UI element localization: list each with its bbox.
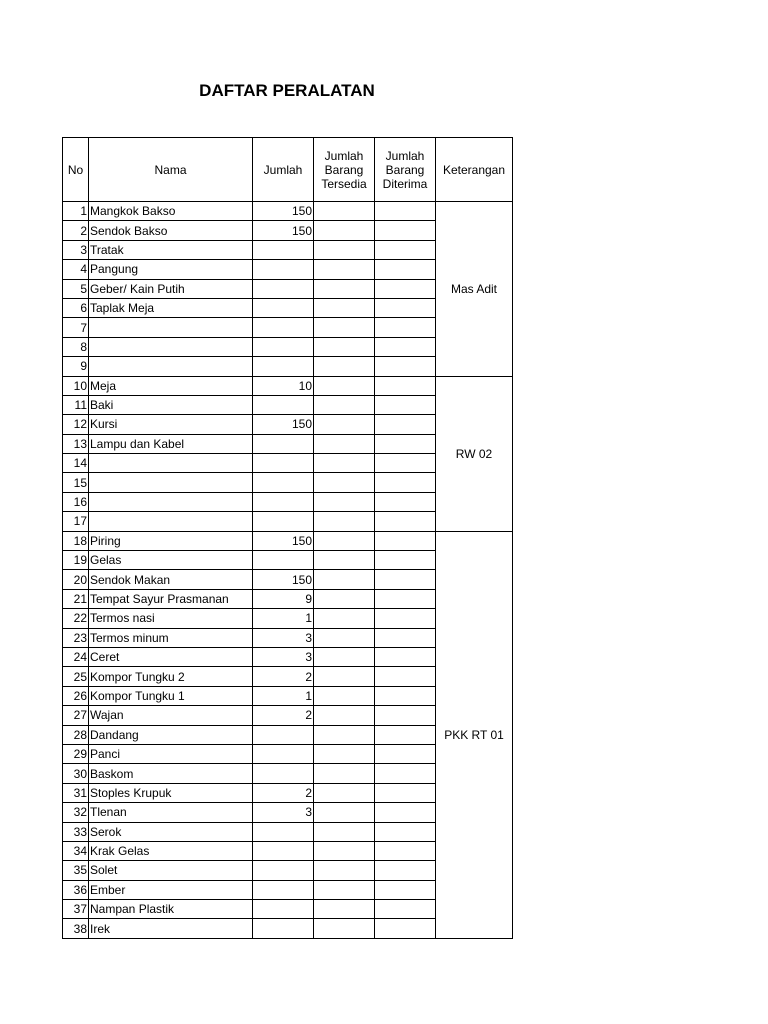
no-cell: 4 [63,260,89,279]
jumlah-cell [253,744,314,763]
nama-cell: Irek [89,919,253,938]
no-cell: 7 [63,318,89,337]
jumlah-cell [253,337,314,356]
jumlah-cell: 1 [253,686,314,705]
jumlah-cell [253,395,314,414]
nama-cell: Sendok Bakso [89,221,253,240]
tersedia-cell [314,686,375,705]
header-line: Barang [385,162,425,177]
tersedia-cell [314,298,375,317]
nama-cell: Geber/ Kain Putih [89,279,253,298]
nama-cell: Taplak Meja [89,298,253,317]
nama-cell: Sendok Makan [89,570,253,589]
diterima-cell [375,919,436,938]
nama-cell: Meja [89,376,253,395]
nama-cell: Gelas [89,551,253,570]
tersedia-cell [314,551,375,570]
jumlah-cell [253,551,314,570]
diterima-cell [375,628,436,647]
no-cell: 38 [63,919,89,938]
no-cell: 2 [63,221,89,240]
equipment-table [62,137,513,939]
tersedia-cell [314,512,375,531]
diterima-cell [375,512,436,531]
diterima-cell [375,531,436,550]
no-cell: 18 [63,531,89,550]
nama-cell: Ember [89,880,253,899]
page-title: DAFTAR PERALATAN [199,81,375,100]
no-cell: 23 [63,628,89,647]
nama-cell: Serok [89,822,253,841]
nama-cell: Mangkok Bakso [89,202,253,221]
diterima-cell [375,395,436,414]
nama-cell: Tratak [89,240,253,259]
jumlah-cell [253,880,314,899]
tersedia-cell [314,919,375,938]
tersedia-cell [314,609,375,628]
jumlah-cell: 9 [253,589,314,608]
diterima-cell [375,492,436,511]
diterima-cell [375,686,436,705]
no-cell: 12 [63,415,89,434]
nama-cell [89,337,253,356]
jumlah-cell [253,512,314,531]
no-cell: 32 [63,803,89,822]
nama-cell [89,473,253,492]
no-cell: 30 [63,764,89,783]
nama-cell: Kompor Tungku 2 [89,667,253,686]
diterima-cell [375,609,436,628]
nama-cell [89,512,253,531]
no-cell: 36 [63,880,89,899]
jumlah-cell [253,279,314,298]
nama-cell: Termos minum [89,628,253,647]
diterima-cell [375,357,436,376]
no-cell: 1 [63,202,89,221]
header-line: Jumlah [385,148,425,163]
tersedia-cell [314,900,375,919]
jumlah-cell [253,764,314,783]
jumlah-cell: 3 [253,647,314,666]
no-cell: 22 [63,609,89,628]
nama-cell: Dandang [89,725,253,744]
keterangan-cell: Mas Adit [436,202,513,377]
tersedia-cell [314,240,375,259]
header-line: Jumlah [324,148,364,163]
jumlah-cell: 150 [253,531,314,550]
tersedia-cell [314,589,375,608]
nama-cell [89,492,253,511]
header-jumlah-barang-diterima [375,138,436,202]
tersedia-cell [314,861,375,880]
diterima-cell [375,279,436,298]
diterima-cell [375,861,436,880]
header-jumlah: Jumlah [253,138,314,202]
table-row [63,202,513,221]
no-cell: 28 [63,725,89,744]
tersedia-cell [314,531,375,550]
no-cell: 31 [63,783,89,802]
table-body [63,202,513,939]
no-cell: 15 [63,473,89,492]
diterima-cell [375,221,436,240]
header-keterangan: Keterangan [436,138,513,202]
diterima-cell [375,880,436,899]
jumlah-cell: 150 [253,221,314,240]
tersedia-cell [314,628,375,647]
keterangan-cell: RW 02 [436,376,513,531]
keterangan-cell: PKK RT 01 [436,531,513,938]
header-line: Tersedia [321,176,367,191]
tersedia-cell [314,706,375,725]
nama-cell: Stoples Krupuk [89,783,253,802]
tersedia-cell [314,492,375,511]
no-cell: 26 [63,686,89,705]
no-cell: 3 [63,240,89,259]
jumlah-cell [253,357,314,376]
no-cell: 10 [63,376,89,395]
tersedia-cell [314,570,375,589]
jumlah-cell [253,919,314,938]
diterima-cell [375,803,436,822]
jumlah-cell: 3 [253,803,314,822]
no-cell: 14 [63,454,89,473]
tersedia-cell [314,395,375,414]
nama-cell: Lampu dan Kabel [89,434,253,453]
table-header-row [63,138,513,202]
diterima-cell [375,725,436,744]
no-cell: 9 [63,357,89,376]
table-row [63,376,513,395]
jumlah-cell [253,318,314,337]
tersedia-cell [314,841,375,860]
jumlah-cell: 3 [253,628,314,647]
no-cell: 35 [63,861,89,880]
jumlah-cell [253,861,314,880]
diterima-cell [375,589,436,608]
no-cell: 37 [63,900,89,919]
no-cell: 6 [63,298,89,317]
jumlah-cell [253,492,314,511]
no-cell: 20 [63,570,89,589]
header-jumlah-barang-tersedia [314,138,375,202]
jumlah-cell [253,260,314,279]
tersedia-cell [314,202,375,221]
no-cell: 24 [63,647,89,666]
jumlah-cell [253,434,314,453]
diterima-cell [375,337,436,356]
no-cell: 19 [63,551,89,570]
diterima-cell [375,647,436,666]
diterima-cell [375,318,436,337]
no-cell: 33 [63,822,89,841]
tersedia-cell [314,221,375,240]
nama-cell: Ceret [89,647,253,666]
tersedia-cell [314,279,375,298]
jumlah-cell [253,822,314,841]
no-cell: 21 [63,589,89,608]
jumlah-cell: 1 [253,609,314,628]
diterima-cell [375,240,436,259]
no-cell: 8 [63,337,89,356]
diterima-cell [375,415,436,434]
no-cell: 16 [63,492,89,511]
jumlah-cell [253,841,314,860]
diterima-cell [375,783,436,802]
header-nama: Nama [89,138,253,202]
tersedia-cell [314,647,375,666]
jumlah-cell: 150 [253,415,314,434]
jumlah-cell: 150 [253,202,314,221]
jumlah-cell [253,240,314,259]
tersedia-cell [314,473,375,492]
nama-cell: Tlenan [89,803,253,822]
diterima-cell [375,744,436,763]
diterima-cell [375,900,436,919]
table-row [63,531,513,550]
nama-cell: Nampan Plastik [89,900,253,919]
jumlah-cell: 2 [253,783,314,802]
nama-cell [89,357,253,376]
nama-cell [89,454,253,473]
jumlah-cell [253,725,314,744]
nama-cell: Pangung [89,260,253,279]
diterima-cell [375,764,436,783]
nama-cell: Krak Gelas [89,841,253,860]
jumlah-cell: 10 [253,376,314,395]
tersedia-cell [314,318,375,337]
tersedia-cell [314,822,375,841]
diterima-cell [375,454,436,473]
nama-cell: Panci [89,744,253,763]
diterima-cell [375,434,436,453]
nama-cell: Piring [89,531,253,550]
jumlah-cell [253,298,314,317]
no-cell: 11 [63,395,89,414]
tersedia-cell [314,415,375,434]
nama-cell: Kompor Tungku 1 [89,686,253,705]
no-cell: 27 [63,706,89,725]
nama-cell [89,318,253,337]
diterima-cell [375,706,436,725]
tersedia-cell [314,880,375,899]
tersedia-cell [314,744,375,763]
nama-cell: Termos nasi [89,609,253,628]
jumlah-cell: 2 [253,706,314,725]
no-cell: 29 [63,744,89,763]
no-cell: 13 [63,434,89,453]
no-cell: 34 [63,841,89,860]
header-no: No [63,138,89,202]
nama-cell: Baskom [89,764,253,783]
nama-cell: Wajan [89,706,253,725]
tersedia-cell [314,337,375,356]
jumlah-cell [253,900,314,919]
tersedia-cell [314,764,375,783]
jumlah-cell [253,454,314,473]
tersedia-cell [314,434,375,453]
jumlah-cell [253,473,314,492]
diterima-cell [375,667,436,686]
diterima-cell [375,298,436,317]
no-cell: 25 [63,667,89,686]
header-line: Barang [324,162,364,177]
tersedia-cell [314,783,375,802]
diterima-cell [375,473,436,492]
diterima-cell [375,822,436,841]
nama-cell: Baki [89,395,253,414]
diterima-cell [375,376,436,395]
tersedia-cell [314,725,375,744]
jumlah-cell: 2 [253,667,314,686]
nama-cell: Kursi [89,415,253,434]
jumlah-cell: 150 [253,570,314,589]
diterima-cell [375,202,436,221]
diterima-cell [375,551,436,570]
diterima-cell [375,841,436,860]
tersedia-cell [314,376,375,395]
diterima-cell [375,260,436,279]
no-cell: 17 [63,512,89,531]
header-line: Diterima [382,176,428,191]
tersedia-cell [314,803,375,822]
nama-cell: Tempat Sayur Prasmanan [89,589,253,608]
tersedia-cell [314,357,375,376]
nama-cell: Solet [89,861,253,880]
tersedia-cell [314,260,375,279]
diterima-cell [375,570,436,589]
tersedia-cell [314,454,375,473]
no-cell: 5 [63,279,89,298]
tersedia-cell [314,667,375,686]
